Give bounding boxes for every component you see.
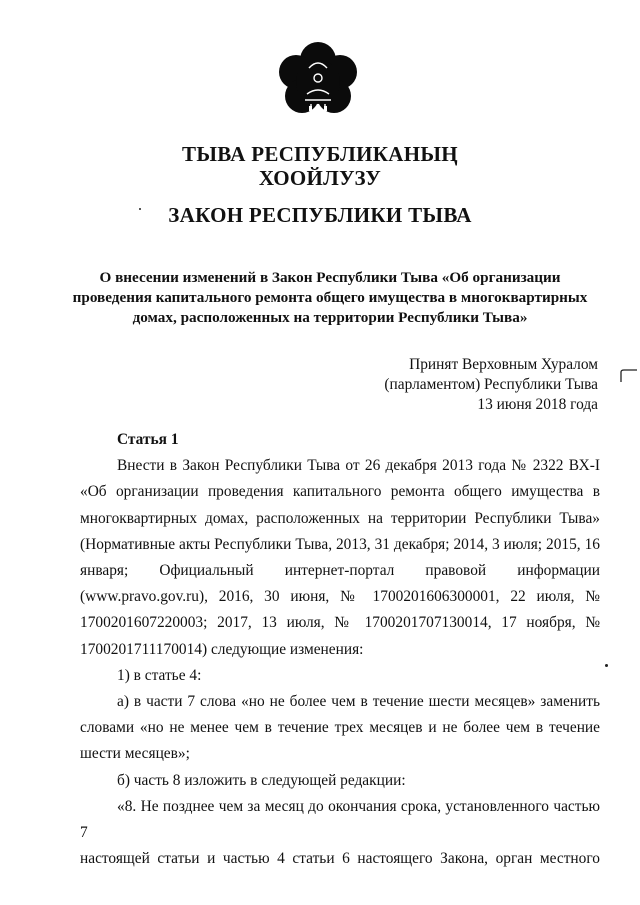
law-title [60,268,600,328]
article-line: января; Официальный интернет-портал правовой информации [80,562,600,580]
article-line: 1700201711170014) следующие изменения: [80,640,364,658]
tuvan-title-line2: ХООЙЛУЗУ [258,166,382,190]
article-line: Внести в Закон Республики Тыва от 26 декабря 2013 года № 2322 ВХ-I [117,457,600,475]
quote-line: «8. Не позднее чем за месяц до окончания срока, установленного частью 7 [80,797,600,842]
republic-emblem-icon [275,38,361,120]
scan-speck [605,664,608,667]
article-title: Статья 1 [117,431,179,448]
law-title-line1: О внесении изменений в Закон Республики Тыва «Об организации [99,269,561,286]
adopted-line2: (парламентом) Республики Тыва [384,376,598,393]
article-line: (www.pravo.gov.ru), 2016, 30 июня, № 1700201606300001, 22 июля, № [80,588,600,606]
margin-mark-icon [619,368,639,384]
scan-speck [139,208,141,210]
article-line: многоквартирных домах, расположенных на территории Республики Тыва» [80,509,600,527]
law-title-line2: проведения капитального ремонта общего имущества в многоквартирных [72,289,588,306]
article-body [80,427,600,872]
article-line: 1700201607220003; 2017, 13 июля, № 1700201707130014, 17 ноября, № [80,614,600,632]
adopted-date: 13 июня 2018 года [477,396,598,413]
law-title-line3: домах, расположенных на территории Республики Тыва» [132,309,528,326]
item-b: б) часть 8 изложить в следующей редакции: [117,771,406,789]
item-a-line: словами «но не менее чем в течение трех месяцев и не более чем в течение [80,719,600,737]
adoption-block [338,355,598,415]
tuvan-title-line1: ТЫВА РЕСПУБЛИКАНЫҢ [182,142,458,166]
item-a-line: а) в части 7 слова «но не более чем в течение шести месяцев» заменить [117,693,600,711]
item-1: 1) в статье 4: [117,666,202,684]
russian-title: ЗАКОН РЕСПУБЛИКИ ТЫВА [168,203,472,227]
adopted-line1: Принят Верховным Хуралом [409,356,598,373]
quote-line: настоящей статьи и частью 4 статьи 6 настоящего Закона, орган местного [80,850,600,868]
item-a-line: шести месяцев»; [80,745,190,763]
article-line: «Об организации проведения капитального ремонта общего имущества в [80,483,600,501]
article-line: (Нормативные акты Республики Тыва, 2013, 31 декабря; 2014, 3 июля; 2015, 16 [80,535,600,553]
